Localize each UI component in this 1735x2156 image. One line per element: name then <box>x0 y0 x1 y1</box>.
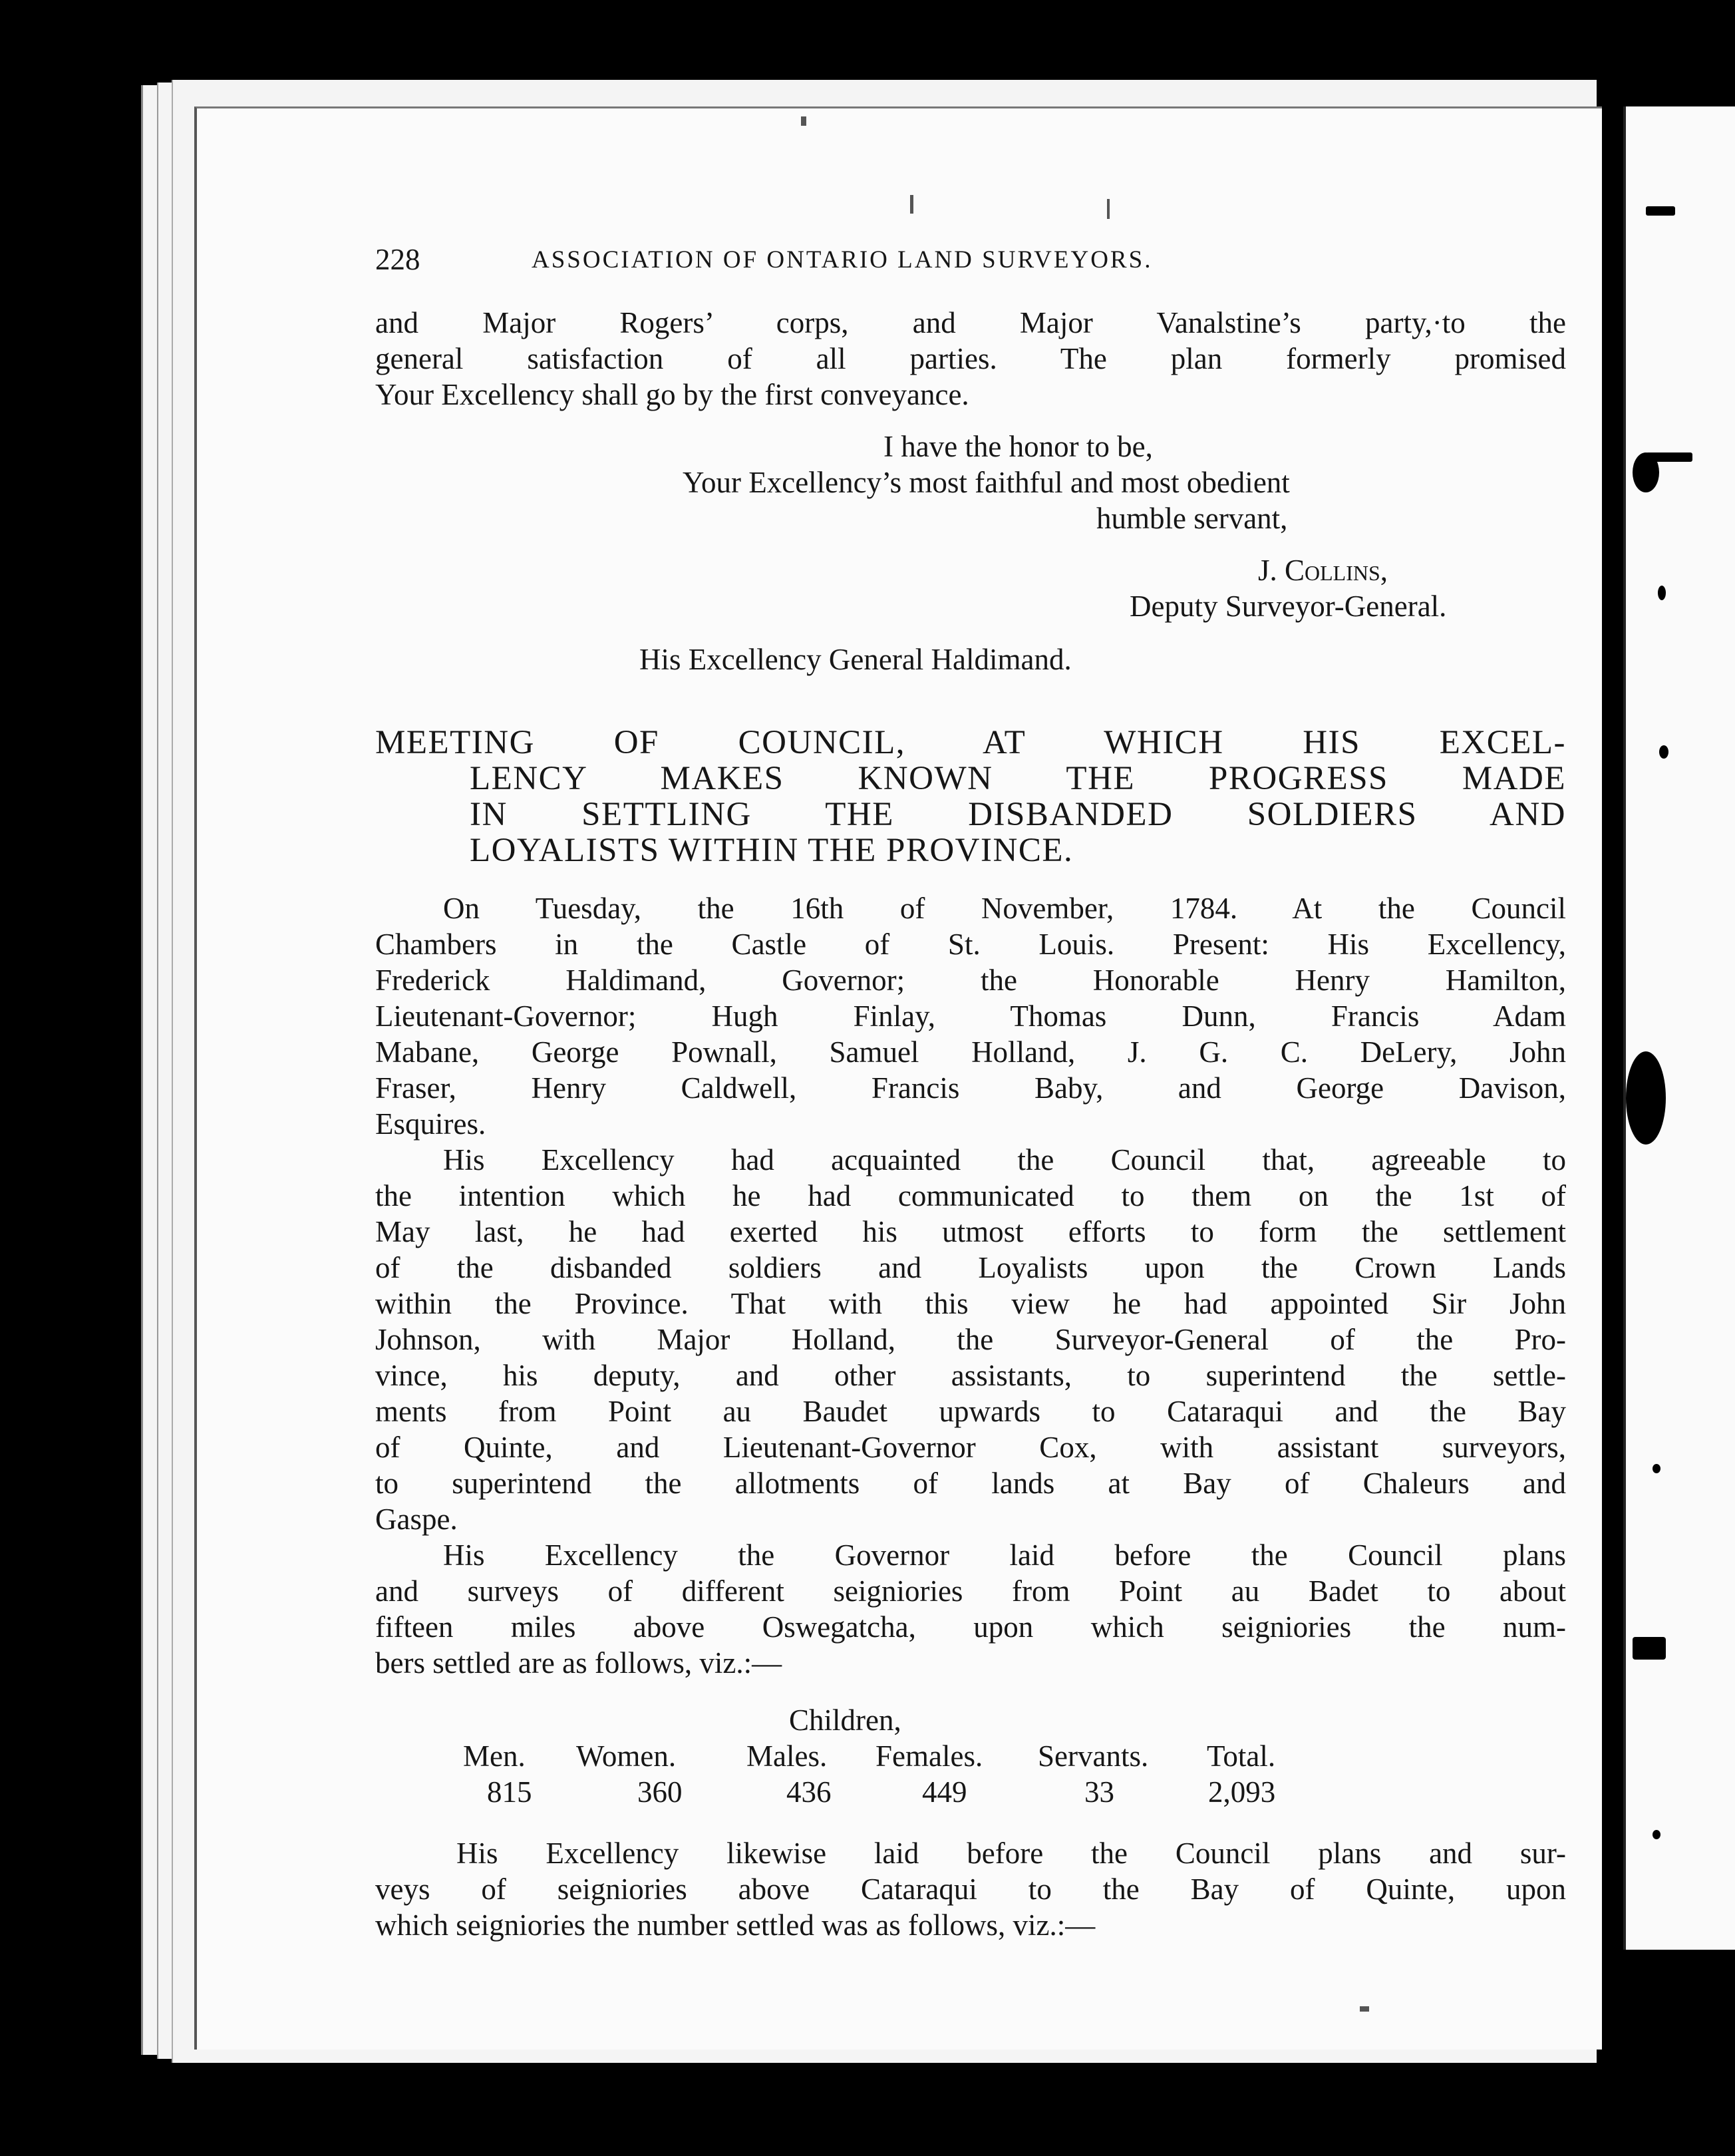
body-text-line: which seigniories the number settled was as follows, viz.:— <box>375 1908 1096 1942</box>
table-group-header: Children, <box>789 1704 901 1737</box>
book-page <box>194 106 1602 2050</box>
print-speck <box>1107 199 1110 219</box>
body-text-line: of the disbanded soldiers and Loyalists upon the Crown Lands <box>375 1251 1566 1284</box>
section-heading-line: MEETING OF COUNCIL, AT WHICH HIS EXCEL- <box>375 724 1566 761</box>
body-text-line: of Quinte, and Lieutenant-Governor Cox, with assistant surveyors, <box>375 1431 1566 1464</box>
adjacent-page-strip <box>1623 106 1735 1950</box>
table-cell-females: 449 <box>922 1775 967 1809</box>
body-text-line: Johnson, with Major Holland, the Surveyor-General of the Pro- <box>375 1323 1566 1356</box>
body-text-line: Your Excellency shall go by the first conveyance. <box>375 378 969 411</box>
body-text-line: Chambers in the Castle of St. Louis. Present: His Excellency, <box>375 928 1566 961</box>
table-header-men: Men. <box>463 1739 526 1773</box>
body-text-line: general satisfaction of all parties. The plan formerly promised <box>375 342 1566 375</box>
body-text-line: within the Province. That with this view he had appointed Sir John <box>375 1287 1566 1320</box>
salutation-line: I have the honor to be, <box>883 430 1153 463</box>
body-text-line: His Excellency had acquainted the Council that, agreeable to <box>443 1143 1566 1176</box>
body-text-line: Frederick Haldimand, Governor; the Honorable Henry Hamilton, <box>375 964 1566 997</box>
print-speck <box>801 116 806 126</box>
page-number: 228 <box>375 243 420 276</box>
binding-mark <box>1658 586 1666 600</box>
body-text-line: fifteen miles above Oswegatcha, upon which seigniories the num- <box>375 1610 1566 1644</box>
table-cell-total: 2,093 <box>1208 1775 1276 1809</box>
binding-mark <box>1646 452 1692 462</box>
section-heading-line: IN SETTLING THE DISBANDED SOLDIERS AND <box>470 796 1566 833</box>
body-text-line: to superintend the allotments of lands at Bay of Chaleurs and <box>375 1467 1566 1500</box>
section-heading-line: LOYALISTS WITHIN THE PROVINCE. <box>470 832 1074 869</box>
body-text-line: His Excellency likewise laid before the Council plans and sur- <box>456 1837 1566 1870</box>
table-cell-men: 815 <box>487 1775 532 1809</box>
body-text-line: Esquires. <box>375 1107 486 1141</box>
table-header-females: Females. <box>875 1739 983 1773</box>
binding-mark <box>1646 206 1675 216</box>
body-text-line: Mabane, George Pownall, Samuel Holland, J. G. C. DeLery, John <box>375 1035 1566 1069</box>
binding-mark <box>1633 1637 1666 1660</box>
body-text-line: vince, his deputy, and other assistants, to superintend the settle- <box>375 1359 1566 1392</box>
body-text-line: His Excellency the Governor laid before the Council plans <box>443 1538 1566 1572</box>
section-heading-line: LENCY MAKES KNOWN THE PROGRESS MADE <box>470 760 1566 797</box>
body-text-line: Gaspe. <box>375 1503 458 1536</box>
table-header-males: Males. <box>746 1739 828 1773</box>
body-text-line: and Major Rogers’ corps, and Major Vanalstine’s party,·to the <box>375 306 1566 339</box>
body-text-line: May last, he had exerted his utmost efforts to form the settlement <box>375 1215 1566 1248</box>
signature-name: J. Collins, <box>1258 554 1388 587</box>
binding-mark <box>1653 1830 1660 1839</box>
signature-title: Deputy Surveyor-General. <box>1130 590 1447 623</box>
running-title: ASSOCIATION OF ONTARIO LAND SURVEYORS. <box>532 246 1153 273</box>
body-text-line: the intention which he had communicated to them on the 1st of <box>375 1179 1566 1212</box>
body-text-line: Lieutenant-Governor; Hugh Finlay, Thomas Dunn, Francis Adam <box>375 999 1566 1033</box>
salutation-line: humble servant, <box>1096 502 1288 535</box>
binding-mark <box>1626 1051 1666 1145</box>
body-text-line: On Tuesday, the 16th of November, 1784. At the Council <box>443 892 1566 925</box>
addressee: His Excellency General Haldimand. <box>639 643 1072 676</box>
print-speck <box>1360 2006 1369 2012</box>
body-text-line: and surveys of different seigniories from Point au Badet to about <box>375 1574 1566 1608</box>
binding-mark <box>1653 1464 1660 1473</box>
salutation-line: Your Excellency’s most faithful and most obedient <box>683 466 1290 499</box>
table-header-total: Total. <box>1207 1739 1276 1773</box>
print-speck <box>910 195 913 214</box>
body-text-line: veys of seigniories above Cataraqui to the Bay of Quinte, upon <box>375 1873 1566 1906</box>
table-cell-males: 436 <box>786 1775 832 1809</box>
table-header-servants: Servants. <box>1038 1739 1149 1773</box>
running-head <box>375 245 1413 278</box>
table-cell-servants: 33 <box>1084 1775 1114 1809</box>
body-text-line: Fraser, Henry Caldwell, Francis Baby, and George Davison, <box>375 1071 1566 1105</box>
body-text-line: ments from Point au Baudet upwards to Cataraqui and the Bay <box>375 1395 1566 1428</box>
binding-mark <box>1659 745 1668 759</box>
table-cell-women: 360 <box>637 1775 683 1809</box>
table-header-women: Women. <box>576 1739 677 1773</box>
body-text-line: bers settled are as follows, viz.:— <box>375 1646 782 1680</box>
